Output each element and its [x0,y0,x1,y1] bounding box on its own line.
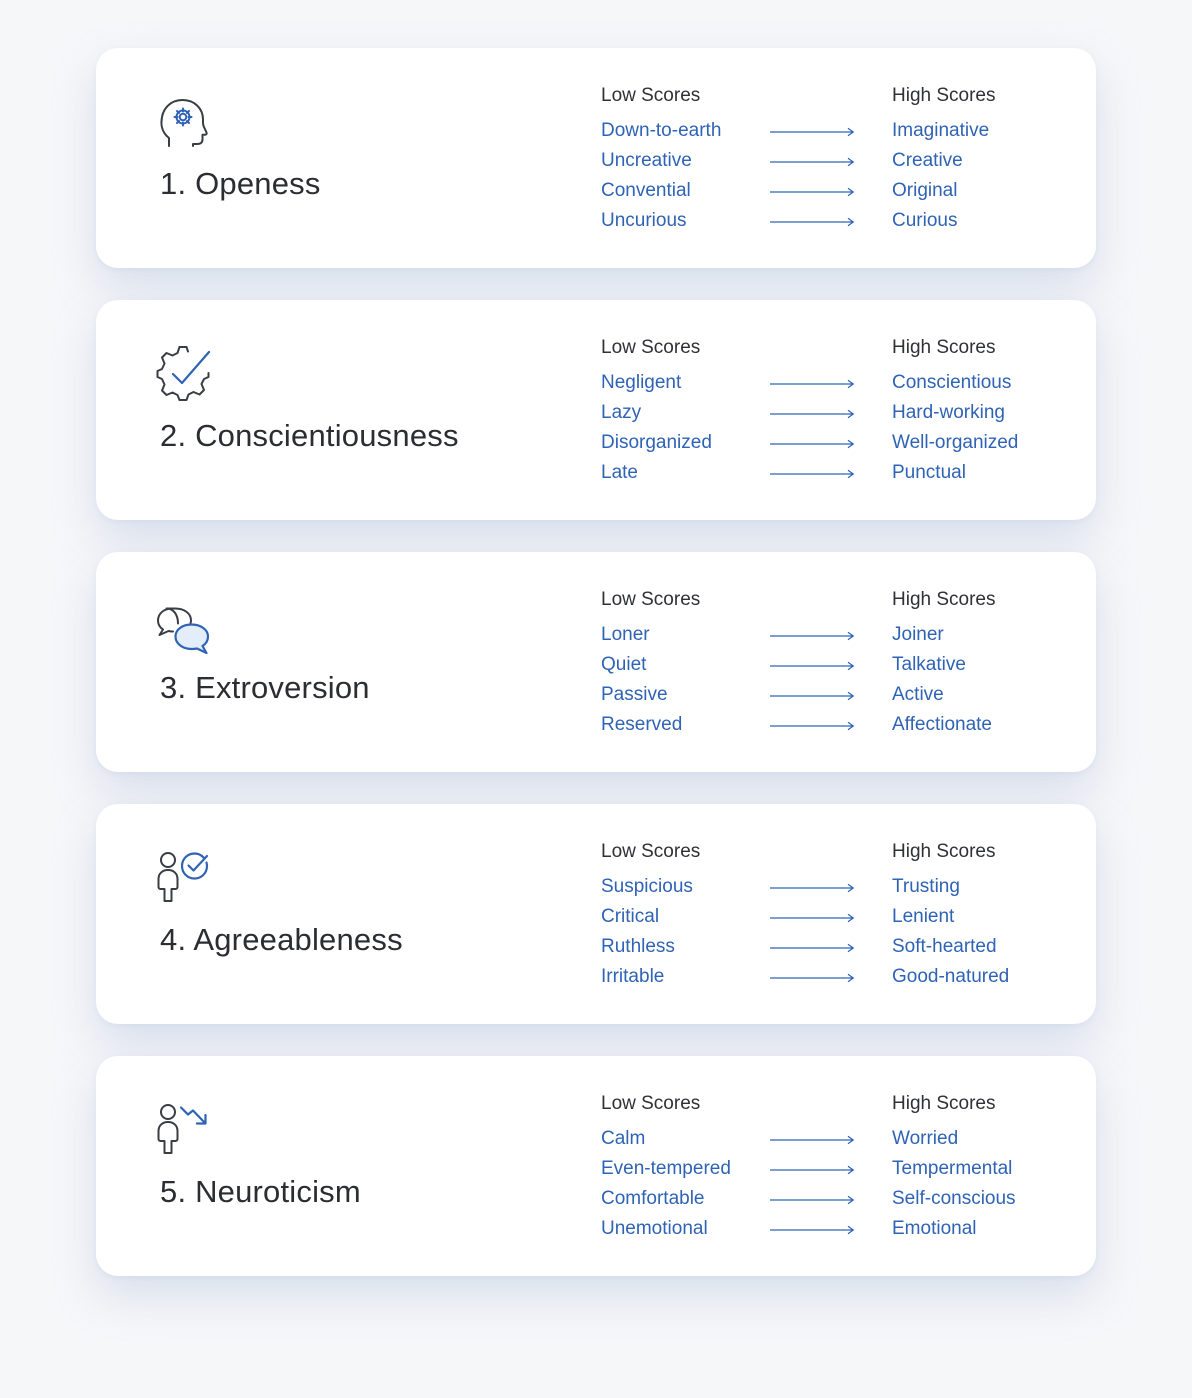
high-scores-header: High Scores [892,1093,996,1114]
high-score-trait: Affectionate [892,714,993,735]
low-score-trait: Passive [601,684,668,705]
arrow-right-icon [769,409,855,419]
trait-card-agreeableness [96,804,1096,1024]
trait-title: 2. Conscientiousness [160,418,459,453]
score-pair [601,622,1041,652]
high-scores-header: High Scores [892,841,996,862]
low-score-trait: Irritable [601,966,665,987]
score-pair [601,934,1041,964]
score-pairs [601,1126,1041,1246]
arrow-right-icon [769,1165,855,1175]
low-score-trait: Negligent [601,372,682,393]
score-pair [601,1126,1041,1156]
person-trend-down-icon [156,1102,212,1158]
high-score-trait: Tempermental [892,1158,1013,1179]
score-pair [601,1156,1041,1186]
score-pair [601,1186,1041,1216]
low-scores-header: Low Scores [601,841,701,862]
trait-title: 4. Agreeableness [160,922,403,957]
low-scores-header: Low Scores [601,337,701,358]
high-scores-header: High Scores [892,337,996,358]
trait-title: 5. Neuroticism [160,1174,361,1209]
score-pairs [601,118,1041,238]
score-pair [601,874,1041,904]
arrow-right-icon [769,127,855,137]
low-score-trait: Quiet [601,654,647,675]
trait-card-conscientiousness [96,300,1096,520]
score-pair [601,118,1041,148]
arrow-right-icon [769,721,855,731]
trait-title: 3. Extroversion [160,670,370,705]
high-score-trait: Curious [892,210,958,231]
trait-card-neuroticism [96,1056,1096,1276]
low-score-trait: Critical [601,906,660,927]
arrow-right-icon [769,973,855,983]
low-score-trait: Ruthless [601,936,675,957]
arrow-right-icon [769,1135,855,1145]
score-pair [601,208,1041,238]
low-score-trait: Uncreative [601,150,692,171]
arrow-right-icon [769,469,855,479]
trait-card-extroversion [96,552,1096,772]
low-scores-header: Low Scores [601,589,701,610]
arrow-right-icon [769,157,855,167]
arrow-right-icon [769,691,855,701]
high-score-trait: Creative [892,150,963,171]
high-score-trait: Conscientious [892,372,1012,393]
arrow-right-icon [769,217,855,227]
trait-title: 1. Openess [160,166,321,201]
high-score-trait: Well-organized [892,432,1019,453]
high-score-trait: Imaginative [892,120,990,141]
low-score-trait: Comfortable [601,1188,705,1209]
score-pair [601,712,1041,742]
high-score-trait: Self-conscious [892,1188,1016,1209]
high-score-trait: Punctual [892,462,966,483]
high-score-trait: Original [892,180,958,201]
head-gear-icon [156,94,212,150]
score-pair [601,430,1041,460]
high-score-trait: Talkative [892,654,966,675]
high-scores-header: High Scores [892,589,996,610]
arrow-right-icon [769,1195,855,1205]
arrow-right-icon [769,883,855,893]
arrow-right-icon [769,661,855,671]
low-score-trait: Calm [601,1128,646,1149]
high-score-trait: Active [892,684,944,705]
gear-check-icon [156,346,212,402]
high-scores-header: High Scores [892,85,996,106]
low-score-trait: Down-to-earth [601,120,722,141]
person-check-icon [156,850,212,906]
high-score-trait: Hard-working [892,402,1005,423]
low-scores-header: Low Scores [601,1093,701,1114]
arrow-right-icon [769,631,855,641]
score-pairs [601,370,1041,490]
trait-cards [96,48,1096,1308]
arrow-right-icon [769,913,855,923]
high-score-trait: Worried [892,1128,959,1149]
chat-bubbles-icon [156,598,212,654]
high-score-trait: Lenient [892,906,955,927]
score-pair [601,964,1041,994]
low-score-trait: Uncurious [601,210,687,231]
low-score-trait: Suspicious [601,876,693,897]
arrow-right-icon [769,1225,855,1235]
low-score-trait: Loner [601,624,650,645]
arrow-right-icon [769,943,855,953]
high-score-trait: Trusting [892,876,960,897]
score-pair [601,400,1041,430]
low-score-trait: Disorganized [601,432,712,453]
score-pair [601,460,1041,490]
high-score-trait: Soft-hearted [892,936,997,957]
score-pair [601,1216,1041,1246]
score-pair [601,682,1041,712]
high-score-trait: Emotional [892,1218,977,1239]
trait-card-openess [96,48,1096,268]
low-score-trait: Unemotional [601,1218,708,1239]
score-pair [601,904,1041,934]
score-pairs [601,874,1041,994]
low-score-trait: Reserved [601,714,683,735]
high-score-trait: Joiner [892,624,944,645]
arrow-right-icon [769,187,855,197]
score-pair [601,148,1041,178]
arrow-right-icon [769,439,855,449]
low-score-trait: Even-tempered [601,1158,731,1179]
score-pairs [601,622,1041,742]
high-score-trait: Good-natured [892,966,1010,987]
score-pair [601,178,1041,208]
score-pair [601,370,1041,400]
score-pair [601,652,1041,682]
low-score-trait: Late [601,462,638,483]
low-score-trait: Convential [601,180,691,201]
low-score-trait: Lazy [601,402,642,423]
low-scores-header: Low Scores [601,85,701,106]
arrow-right-icon [769,379,855,389]
